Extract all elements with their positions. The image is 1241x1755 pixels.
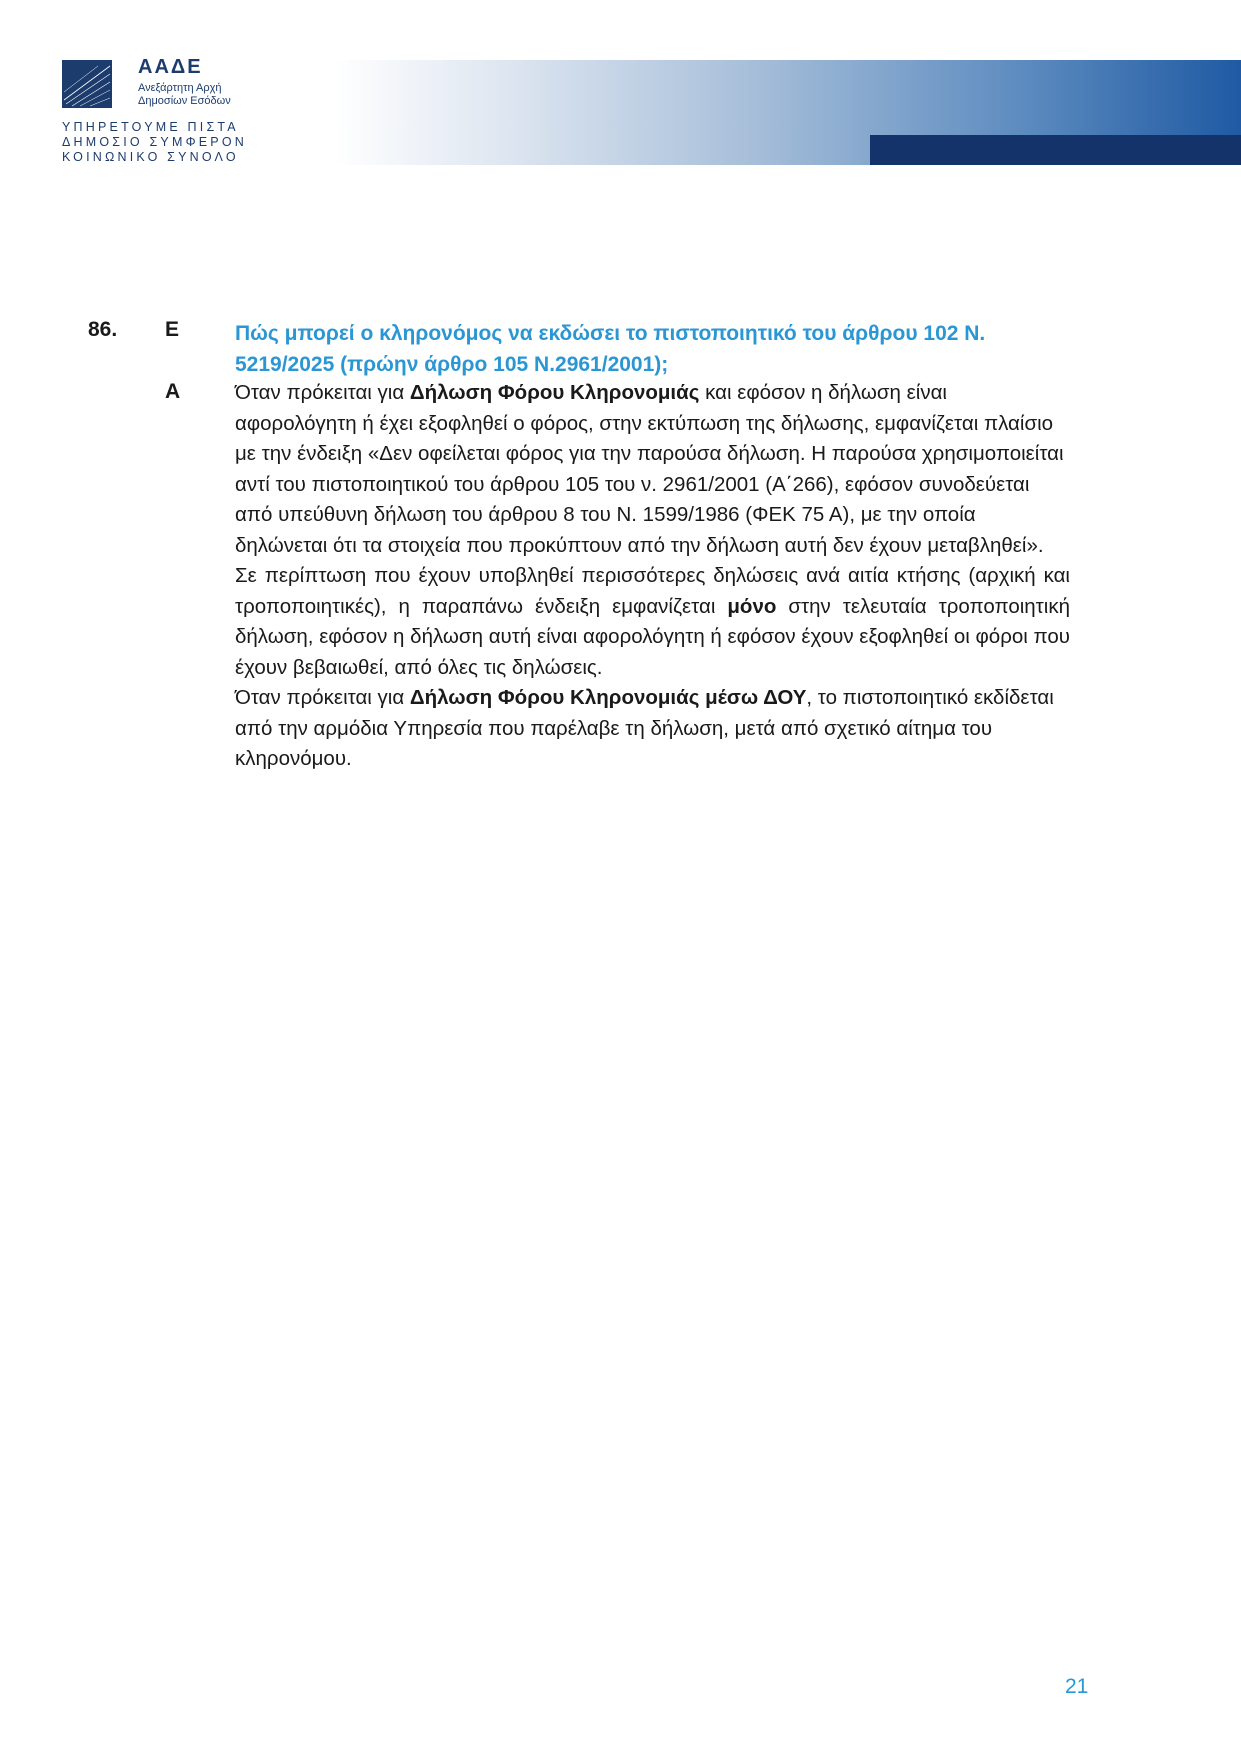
motto-line: ΔΗΜΟΣΙΟ ΣΥΜΦΕΡΟΝ: [62, 135, 247, 149]
page-number: 21: [1065, 1675, 1089, 1698]
answer-emphasis: Δήλωση Φόρου Κληρονομιάς: [409, 381, 700, 404]
motto: [62, 120, 247, 165]
answer-label: Α: [165, 380, 181, 403]
header-dark-bar: [870, 135, 1241, 165]
answer-text: , το πιστοποιητικό εκδίδεται από την αρμόδια Υπηρεσία που παρέλαβε τη δήλωση, μετά από σχετικό αίτημα του κληρονόμου.: [235, 686, 1054, 770]
answer-paragraph: [235, 561, 1070, 683]
logo-full-name: [138, 82, 231, 108]
logo-abbreviation: ΑΑΔΕ: [138, 56, 203, 78]
answer-text: και εφόσον η δήλωση είναι αφορολόγητη ή έχει εξοφληθεί ο φόρος, στην εκτύπωση της δήλωσης, εμφανίζεται πλαίσιο με την ένδειξη «Δεν οφείλεται φόρος για την παρούσα δήλωση. Η παρούσα χρησιμοποιείται αντί του πιστοποιητικού του άρθρου 105 του ν. 2961/2001 (Α΄266), εφόσον συνοδεύεται από υπεύθυνη δήλωση του άρθρου 8 του Ν. 1599/1986 (ΦΕΚ 75 Α), με την οποία δηλώνεται ότι τα στοιχεία που προκύπτουν από την δήλωση αυτή δεν έχουν μεταβληθεί».: [235, 381, 1064, 557]
answer-body: [235, 378, 1070, 775]
motto-line: ΥΠΗΡΕΤΟΥΜΕ ΠΙΣΤΑ: [62, 120, 239, 134]
question-text: Πώς μπορεί ο κληρονόμος να εκδώσει το πιστοποιητικό του άρθρου 102 Ν. 5219/2025 (πρώην άρθρο 105 Ν.2961/2001);: [235, 322, 986, 376]
answer-emphasis: μόνο: [727, 594, 777, 618]
aade-logo-icon: [62, 60, 112, 108]
answer-paragraph: [235, 378, 1070, 561]
answer-emphasis: Δήλωση Φόρου Κληρονομιάς μέσω ΔΟΥ: [409, 686, 807, 709]
answer-text: Όταν πρόκειται για: [235, 381, 410, 404]
question-label: Ε: [165, 318, 180, 341]
logo-name-line: Δημοσίων Εσόδων: [138, 95, 231, 107]
answer-text: Όταν πρόκειται για: [235, 686, 410, 709]
answer-paragraph: [235, 683, 1070, 775]
question-number: 86.: [88, 318, 118, 341]
answer-text: στην τελευταία τροποποιητική δήλωση, εφόσον η δήλωση αυτή είναι αφορολόγητη ή εφόσον έχουν εξοφληθεί οι φόροι που έχουν βεβαιωθεί, από όλες τις δηλώσεις.: [235, 594, 1070, 679]
logo-name-line: Ανεξάρτητη Αρχή: [138, 82, 222, 94]
motto-line: ΚΟΙΝΩΝΙΚΟ ΣΥΝΟΛΟ: [62, 150, 239, 164]
answer-text: Σε περίπτωση που έχουν υποβληθεί περισσότερες δηλώσεις ανά αιτία κτήσης (αρχική και τροποποιητικές), η παραπάνω ένδειξη εμφανίζεται: [235, 564, 1070, 618]
